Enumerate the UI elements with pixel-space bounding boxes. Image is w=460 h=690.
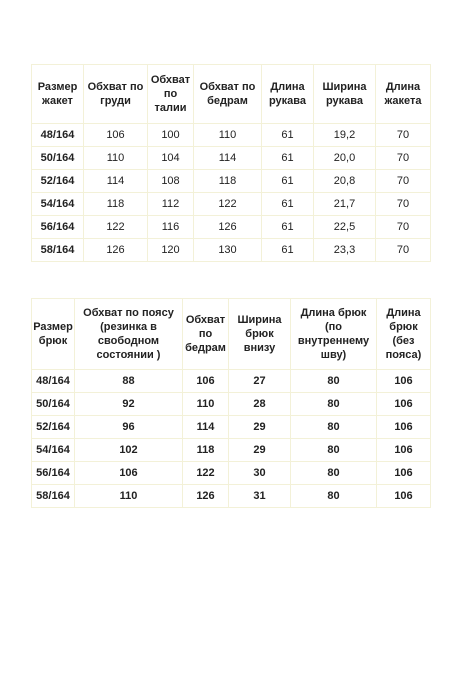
header-hips: Обхват по бедрам: [194, 65, 262, 124]
waistband-cell: 96: [75, 416, 183, 439]
table-row: [32, 170, 431, 193]
jacket-length-cell: 70: [376, 216, 431, 239]
hips-cell: 110: [183, 393, 229, 416]
length-cell: 106: [377, 439, 431, 462]
header-inseam-length: Длина брюк (по внутреннему шву): [291, 299, 377, 370]
waist-cell: 100: [148, 124, 194, 147]
waist-cell: 112: [148, 193, 194, 216]
jacket-length-cell: 70: [376, 170, 431, 193]
hips-cell: 126: [194, 216, 262, 239]
hips-cell: 114: [183, 416, 229, 439]
inseam-cell: 80: [291, 370, 377, 393]
sleeve-length-cell: 61: [262, 124, 314, 147]
sleeve-width-cell: 21,7: [314, 193, 376, 216]
hips-cell: 118: [194, 170, 262, 193]
sleeve-length-cell: 61: [262, 170, 314, 193]
size-cell: 56/164: [32, 216, 84, 239]
header-length-no-waistband: Длина брюк (без пояса): [377, 299, 431, 370]
table-row: [32, 216, 431, 239]
header-size-jacket: Размер жакет: [32, 65, 84, 124]
waistband-cell: 92: [75, 393, 183, 416]
inseam-cell: 80: [291, 462, 377, 485]
sleeve-width-cell: 22,5: [314, 216, 376, 239]
sleeve-length-cell: 61: [262, 147, 314, 170]
header-bottom-width: Ширина брюк внизу: [229, 299, 291, 370]
waistband-cell: 106: [75, 462, 183, 485]
jacket-length-cell: 70: [376, 147, 431, 170]
chest-cell: 126: [84, 239, 148, 262]
table-row: [32, 193, 431, 216]
size-cell: 52/164: [32, 170, 84, 193]
size-cell: 48/164: [32, 370, 75, 393]
jacket-length-cell: 70: [376, 239, 431, 262]
waist-cell: 104: [148, 147, 194, 170]
sleeve-length-cell: 61: [262, 239, 314, 262]
bottom-width-cell: 29: [229, 416, 291, 439]
waist-cell: 116: [148, 216, 194, 239]
size-cell: 50/164: [32, 147, 84, 170]
waistband-cell: 88: [75, 370, 183, 393]
table-row: [32, 393, 431, 416]
sleeve-width-cell: 19,2: [314, 124, 376, 147]
bottom-width-cell: 30: [229, 462, 291, 485]
bottom-width-cell: 28: [229, 393, 291, 416]
hips-cell: 126: [183, 485, 229, 508]
header-sleeve-length: Длина рукава: [262, 65, 314, 124]
hips-cell: 110: [194, 124, 262, 147]
size-cell: 58/164: [32, 239, 84, 262]
inseam-cell: 80: [291, 439, 377, 462]
hips-cell: 114: [194, 147, 262, 170]
jacket-length-cell: 70: [376, 193, 431, 216]
waistband-cell: 102: [75, 439, 183, 462]
header-waist: Обхват по талии: [148, 65, 194, 124]
size-cell: 54/164: [32, 193, 84, 216]
length-cell: 106: [377, 485, 431, 508]
sleeve-width-cell: 23,3: [314, 239, 376, 262]
hips-cell: 118: [183, 439, 229, 462]
sleeve-width-cell: 20,0: [314, 147, 376, 170]
table-header-row: [32, 299, 431, 370]
chest-cell: 114: [84, 170, 148, 193]
waist-cell: 120: [148, 239, 194, 262]
table-row: [32, 416, 431, 439]
header-jacket-length: Длина жакета: [376, 65, 431, 124]
hips-cell: 122: [194, 193, 262, 216]
size-cell: 58/164: [32, 485, 75, 508]
chest-cell: 110: [84, 147, 148, 170]
chest-cell: 106: [84, 124, 148, 147]
hips-cell: 106: [183, 370, 229, 393]
hips-cell: 122: [183, 462, 229, 485]
header-chest: Обхват по груди: [84, 65, 148, 124]
table-row: [32, 485, 431, 508]
length-cell: 106: [377, 462, 431, 485]
header-hips: Обхват по бедрам: [183, 299, 229, 370]
table-row: [32, 124, 431, 147]
chest-cell: 122: [84, 216, 148, 239]
bottom-width-cell: 27: [229, 370, 291, 393]
sleeve-length-cell: 61: [262, 216, 314, 239]
size-cell: 54/164: [32, 439, 75, 462]
table-row: [32, 147, 431, 170]
pants-size-table: [31, 298, 431, 508]
inseam-cell: 80: [291, 393, 377, 416]
header-sleeve-width: Ширина рукава: [314, 65, 376, 124]
size-cell: 48/164: [32, 124, 84, 147]
bottom-width-cell: 29: [229, 439, 291, 462]
table-header-row: [32, 65, 431, 124]
header-waistband: Обхват по поясу (резинка в свободном состоянии ): [75, 299, 183, 370]
table-row: [32, 439, 431, 462]
jacket-size-table: [31, 64, 431, 262]
hips-cell: 130: [194, 239, 262, 262]
waistband-cell: 110: [75, 485, 183, 508]
inseam-cell: 80: [291, 416, 377, 439]
jacket-length-cell: 70: [376, 124, 431, 147]
length-cell: 106: [377, 416, 431, 439]
inseam-cell: 80: [291, 485, 377, 508]
length-cell: 106: [377, 393, 431, 416]
size-cell: 56/164: [32, 462, 75, 485]
waist-cell: 108: [148, 170, 194, 193]
bottom-width-cell: 31: [229, 485, 291, 508]
table-row: [32, 462, 431, 485]
size-cell: 52/164: [32, 416, 75, 439]
sleeve-length-cell: 61: [262, 193, 314, 216]
length-cell: 106: [377, 370, 431, 393]
table-row: [32, 370, 431, 393]
header-size-pants: Размер брюк: [32, 299, 75, 370]
size-cell: 50/164: [32, 393, 75, 416]
chest-cell: 118: [84, 193, 148, 216]
sleeve-width-cell: 20,8: [314, 170, 376, 193]
table-row: [32, 239, 431, 262]
